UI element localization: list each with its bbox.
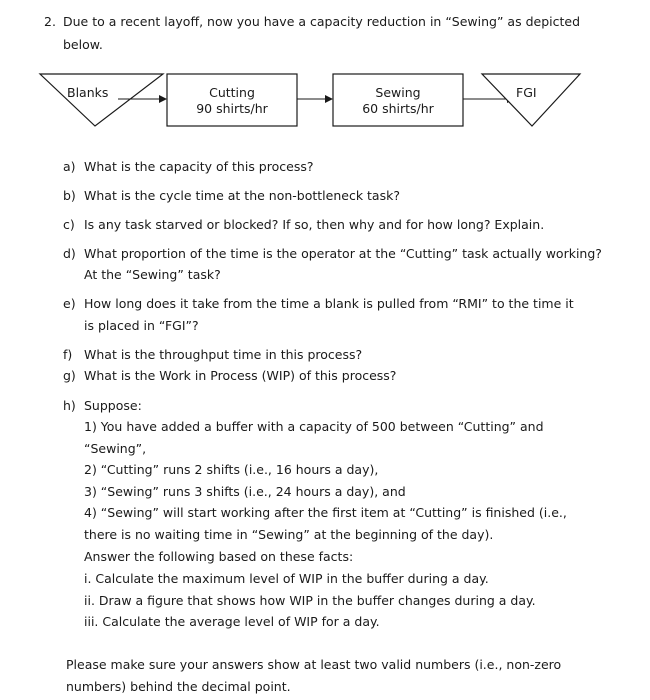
- sewing-name: Sewing: [375, 85, 421, 100]
- part-h-item1-line2: “Sewing”,: [84, 441, 147, 456]
- part-c-label: c): [63, 217, 75, 232]
- part-c-text: Is any task starved or blocked? If so, then why and for how long? Explain.: [84, 217, 545, 232]
- part-f-label: f): [63, 347, 73, 362]
- part-h-label: h): [63, 398, 76, 413]
- cutting-rate: 90 shirts/hr: [196, 101, 268, 116]
- sewing-rate: 60 shirts/hr: [362, 101, 434, 116]
- note-line2: numbers) behind the decimal point.: [66, 679, 291, 694]
- part-h-sub-i: i. Calculate the maximum level of WIP in the buffer during a day.: [84, 571, 489, 586]
- part-e-text-line1: How long does it take from the time a blank is pulled from “RMI” to the time it: [84, 296, 574, 311]
- part-h-suppose: Suppose:: [84, 398, 142, 413]
- blanks-inventory-triangle: [40, 74, 163, 126]
- part-b-label: b): [63, 188, 76, 203]
- part-e-label: e): [63, 296, 76, 311]
- cutting-label: [167, 85, 297, 117]
- part-d-text-line1: What proportion of the time is the operator at the “Cutting” task actually working?: [84, 246, 602, 261]
- part-h-sub-iii: iii. Calculate the average level of WIP for a day.: [84, 614, 380, 629]
- part-a-text: What is the capacity of this process?: [84, 159, 314, 174]
- question-number: 2.: [44, 14, 56, 29]
- process-flow-diagram: [0, 0, 650, 140]
- part-h-item4-line1: 4) “Sewing” will start working after the first item at “Cutting” is finished (i.e.,: [84, 505, 567, 520]
- cutting-name: Cutting: [209, 85, 255, 100]
- part-h-item4-line2: there is no waiting time in “Sewing” at the beginning of the day).: [84, 527, 494, 542]
- part-h-sub-ii: ii. Draw a figure that shows how WIP in the buffer changes during a day.: [84, 593, 536, 608]
- part-h-item3: 3) “Sewing” runs 3 shifts (i.e., 24 hours a day), and: [84, 484, 406, 499]
- part-d-label: d): [63, 246, 76, 261]
- part-g-label: g): [63, 368, 76, 383]
- part-h-item1-line1: 1) You have added a buffer with a capacity of 500 between “Cutting” and: [84, 419, 544, 434]
- question-intro-line2: below.: [63, 37, 103, 52]
- part-d-text-line2: At the “Sewing” task?: [84, 267, 221, 282]
- part-g-text: What is the Work in Process (WIP) of this process?: [84, 368, 397, 383]
- part-e-text-line2: is placed in “FGI”?: [84, 318, 199, 333]
- part-a-label: a): [63, 159, 76, 174]
- blanks-label: Blanks: [67, 85, 109, 100]
- part-h-answer-intro: Answer the following based on these facts:: [84, 549, 354, 564]
- part-f-text: What is the throughput time in this process?: [84, 347, 363, 362]
- fgi-inventory-triangle: [482, 74, 580, 126]
- note-line1: Please make sure your answers show at least two valid numbers (i.e., non-zero: [66, 657, 562, 672]
- part-b-text: What is the cycle time at the non-bottleneck task?: [84, 188, 400, 203]
- question-intro-line1: Due to a recent layoff, now you have a capacity reduction in “Sewing” as depicted: [63, 14, 580, 29]
- part-h-item2: 2) “Cutting” runs 2 shifts (i.e., 16 hours a day),: [84, 462, 379, 477]
- sewing-label: [333, 85, 463, 117]
- fgi-label: FGI: [516, 85, 537, 100]
